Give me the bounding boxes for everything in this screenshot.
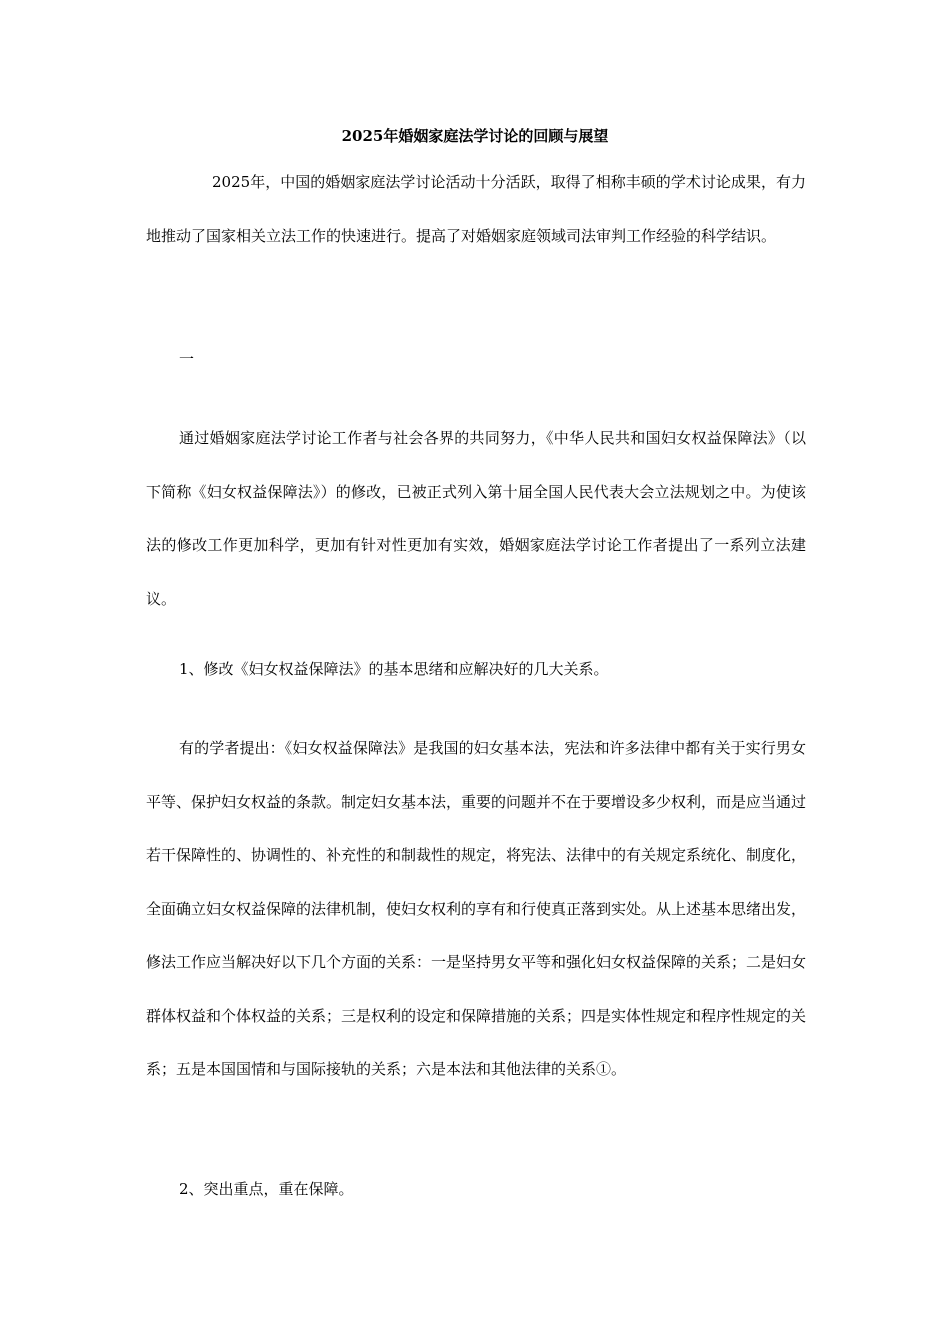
paragraph-scholars: 有的学者提出：《妇女权益保障法》是我国的妇女基本法，宪法和许多法律中都有关于实行男女平等、保护妇女权益的条款。制定妇女基本法，重要的问题并不在于要增设多少权利，而是应当通过若干保障性的、协调性的、补充性的和制裁性的规定，将宪法、法律中的有关规定系统化、制度化，全面确立妇女权益保障的法律机制，使妇女权利的享有和行使真正落到实处。从上述基本思绪出发，修法工作应当解决好以下几个方面的关系：一是坚持男女平等和强化妇女权益保障的关系；二是妇女群体权益和个体权益的关系；三是权利的设定和保障措施的关系；四是实体性规定和程序性规定的关系；五是本国国情和与国际接轨的关系；六是本法和其他法律的关系①。	[146, 739, 807, 1078]
document-title: 2025年婚姻家庭法学讨论的回顾与展望	[341, 127, 609, 145]
paragraph-revision: 通过婚姻家庭法学讨论工作者与社会各界的共同努力，《中华人民共和国妇女权益保障法》（以下简称《妇女权益保障法》）的修改，已被正式列入第十届全国人民代表大会立法规划之中。为使该法的修改工作更加科学，更加有针对性更加有实效，婚姻家庭法学讨论工作者提出了一系列立法建议。	[146, 429, 806, 608]
section-heading-one: 一	[179, 350, 195, 368]
paragraph-intro: 2025年，中国的婚姻家庭法学讨论活动十分活跃，取得了相称丰硕的学术讨论成果，有力地推动了国家相关立法工作的快速进行。提高了对婚姻家庭领域司法审判工作经验的科学结识。	[146, 173, 806, 245]
subheading-1: 1、修改《妇女权益保障法》的基本思绪和应解决好的几大关系。	[179, 660, 609, 678]
subheading-2: 2、突出重点，重在保障。	[179, 1180, 354, 1198]
